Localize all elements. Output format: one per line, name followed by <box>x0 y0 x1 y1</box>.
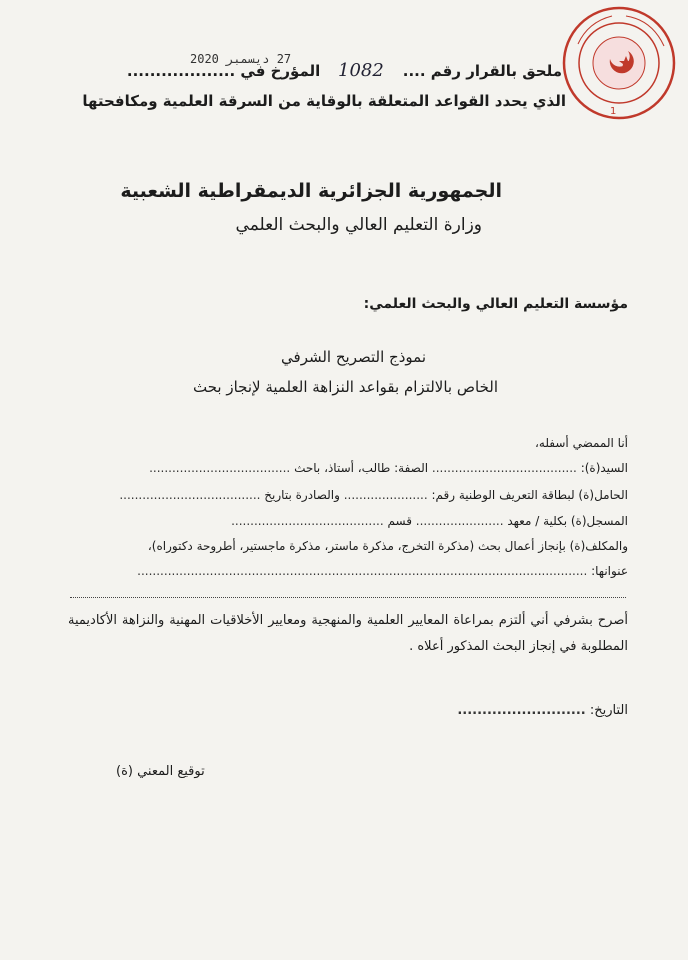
republic-title: الجمهورية الجزائرية الديمقراطية الشعبية <box>120 180 502 202</box>
title-label: عنوانها: <box>591 564 628 578</box>
decision-date-handwritten: 27 ديسمبر 2020 <box>190 52 292 66</box>
annex-line <box>127 62 562 80</box>
form-subtitle: الخاص بالالتزام بقواعد النزاهة العلمية لإنجاز بحث <box>192 378 498 396</box>
title-row <box>72 564 628 578</box>
name-label: السيد(ة): <box>580 461 628 475</box>
id-card-field[interactable]: ...................... <box>343 488 428 502</box>
official-stamp-icon <box>560 4 678 122</box>
capacity-field[interactable]: ..................................... <box>149 461 291 475</box>
faculty-row <box>231 514 628 528</box>
decision-number-handwritten: 1082 <box>338 60 384 81</box>
id-card-row <box>119 488 628 502</box>
undersigned-line: أنا الممضي أسفله، <box>535 436 628 450</box>
decree-subject: الذي يحدد القواعد المتعلقة بالوقاية من السرقة العلمية ومكافحتها <box>82 92 566 110</box>
annex-prefix: ملحق بالقرار رقم .... <box>402 62 562 80</box>
title-continuation-line[interactable] <box>70 597 626 598</box>
signature-label: توقيع المعني (ة) <box>116 764 205 779</box>
faculty-field[interactable]: ....................... <box>415 514 504 528</box>
form-title: نموذج التصريح الشرفي <box>281 348 426 366</box>
svg-text:1: 1 <box>610 106 617 117</box>
name-field[interactable]: ...................................... <box>431 461 577 475</box>
institution-label: مؤسسة التعليم العالي والبحث العلمي: <box>363 296 628 312</box>
department-label: قسم <box>387 514 412 528</box>
capacity-label: الصفة: طالب، أستاذ، باحث <box>294 461 429 475</box>
id-card-label: الحامل(ة) لبطاقة التعريف الوطنية رقم: <box>431 488 628 502</box>
ministry-title: وزارة التعليم العالي والبحث العلمي <box>235 215 482 235</box>
pledge-paragraph: أصرح بشرفي أني ألتزم بمراعاة المعايير العلمية والمنهجية ومعايير الأخلاقيات المهنية والنزاهة الأكاديمية المطلوبة في إنجاز البحث المذكور أعلاه . <box>68 613 628 654</box>
issued-label: والصادرة بتاريخ <box>264 488 340 502</box>
issued-date-field[interactable]: ..................................... <box>119 488 261 502</box>
date-field[interactable]: .......................... <box>457 703 586 718</box>
date-row <box>457 703 628 718</box>
research-line: والمكلف(ة) بإنجاز أعمال بحث (مذكرة التخرج، مذكرة ماستر، مذكرة ماجستير، أطروحة دكتوراه)، <box>147 539 628 553</box>
title-field[interactable]: ...................................................................................................................... <box>137 564 588 578</box>
faculty-label: المسجل(ة) بكلية / معهد <box>507 514 628 528</box>
dated-label: المؤرخ في ................... <box>126 62 321 80</box>
date-label: التاريخ: <box>589 703 628 718</box>
name-row <box>149 461 628 475</box>
department-field[interactable]: ........................................ <box>231 514 384 528</box>
